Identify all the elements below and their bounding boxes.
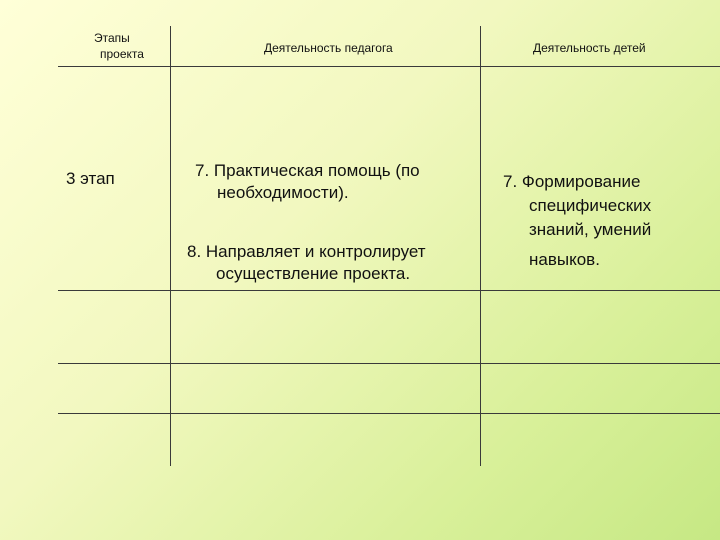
grid-line-horizontal xyxy=(58,66,720,67)
grid-line-horizontal xyxy=(58,290,720,291)
header-stages-line1: Этапы xyxy=(94,31,130,45)
children-item-7-line3: знаний, умений xyxy=(529,220,652,239)
teacher-item-7 xyxy=(195,160,420,204)
children-item-7-line1: 7. Формирование xyxy=(503,172,641,191)
header-children: Деятельность детей xyxy=(533,41,646,55)
teacher-item-8-line2: осуществление проекта. xyxy=(216,264,411,283)
children-item-7-line4: навыков. xyxy=(529,250,600,269)
grid-line-vertical xyxy=(170,26,171,466)
teacher-item-8 xyxy=(187,241,426,285)
children-item-7-line2: специфических xyxy=(529,196,652,215)
teacher-item-7-line1: 7. Практическая помощь (по xyxy=(195,161,420,180)
stage-label: 3 этап xyxy=(66,169,115,188)
header-stages xyxy=(94,30,144,62)
grid-line-vertical xyxy=(480,26,481,466)
children-item-7 xyxy=(503,170,651,272)
header-stages-line2: проекта xyxy=(100,47,144,61)
grid-line-horizontal xyxy=(58,363,720,364)
grid-line-horizontal xyxy=(58,413,720,414)
teacher-item-7-line2: необходимости). xyxy=(217,183,349,202)
teacher-item-8-line1: 8. Направляет и контролирует xyxy=(187,242,426,261)
header-teacher: Деятельность педагога xyxy=(264,41,393,55)
